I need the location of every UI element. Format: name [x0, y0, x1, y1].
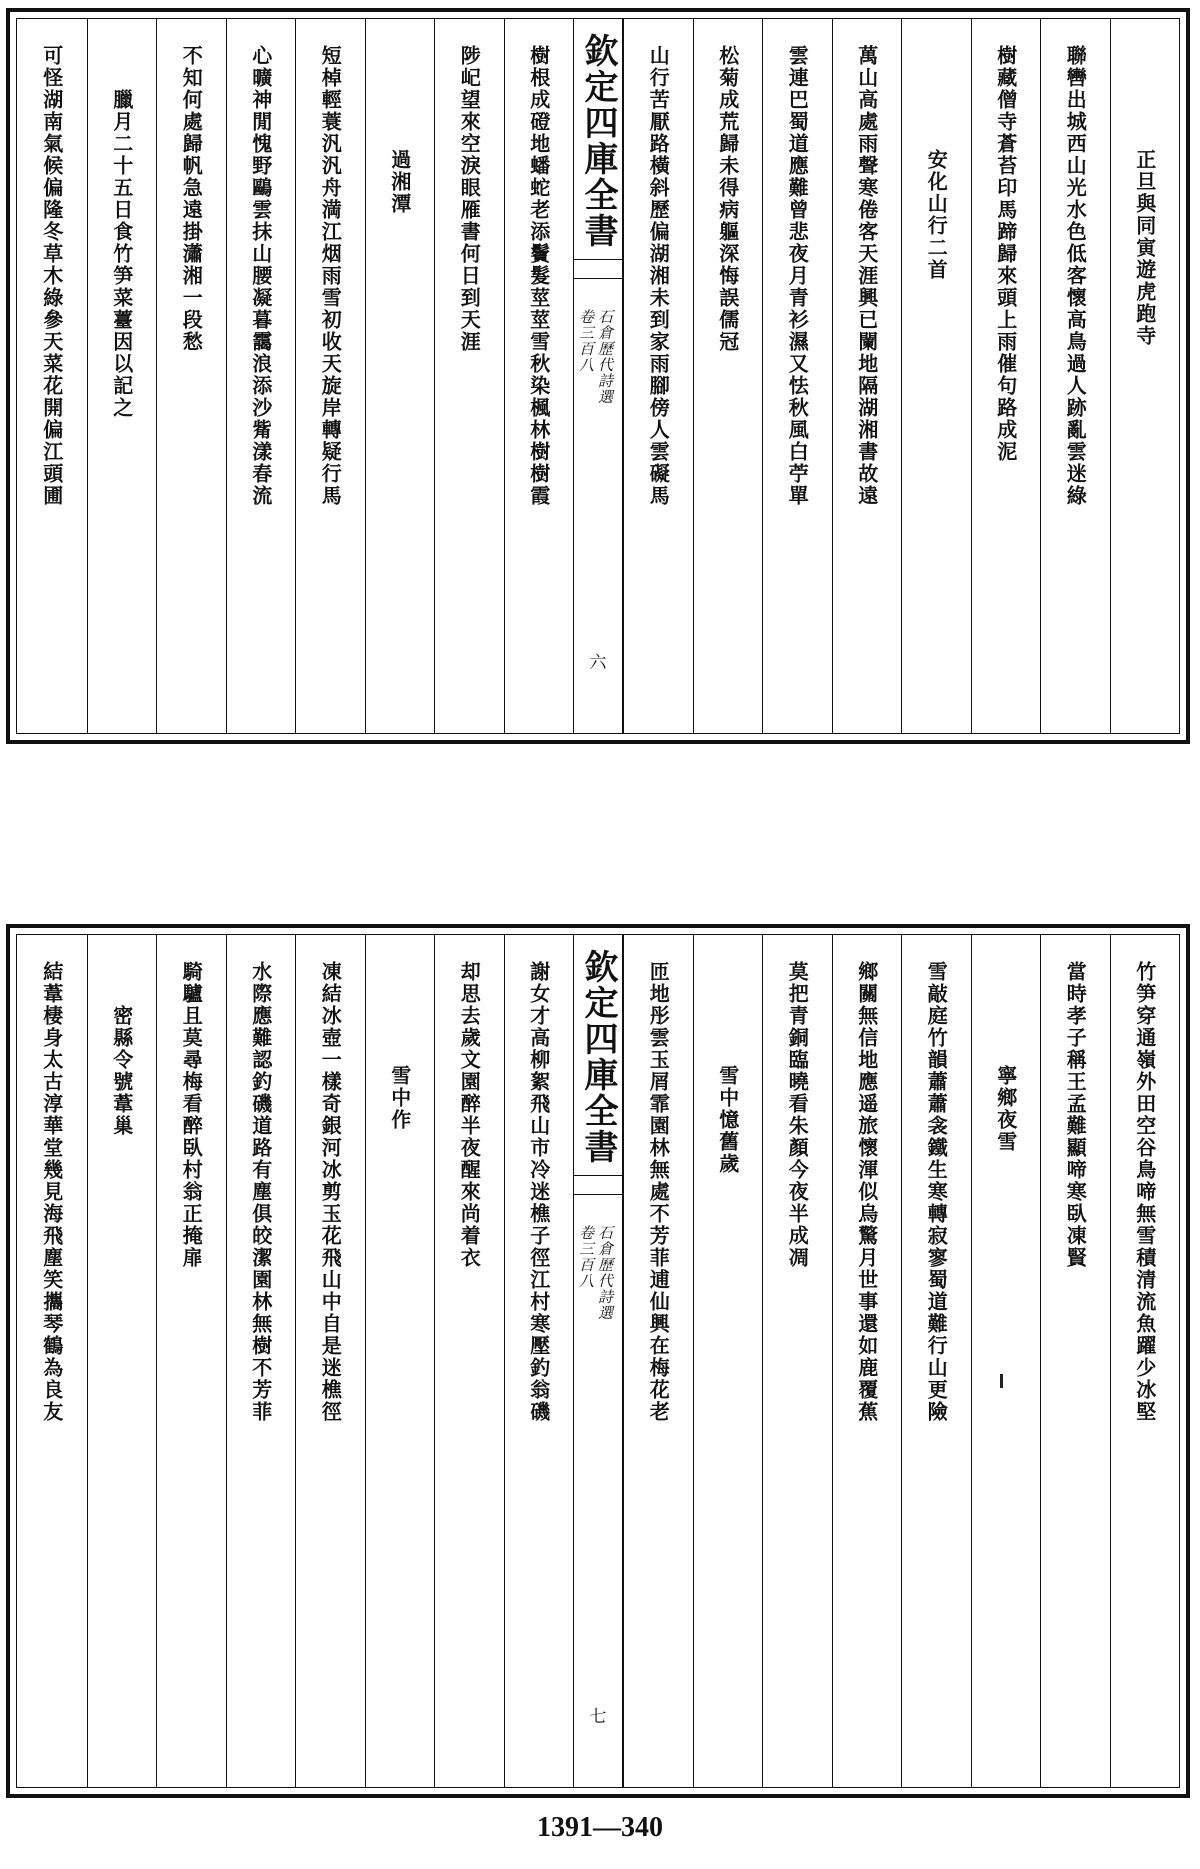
poem-title: 臘月二十五日食竹笋菜薹因以記之	[109, 89, 134, 419]
bottom-page-frame	[16, 934, 1180, 1788]
verse-line: 鄉關無信地應遥旅懷渾似烏驚月世事還如鹿覆蕉	[854, 961, 879, 1423]
text-column	[901, 935, 971, 1787]
stray-mark	[1000, 1374, 1003, 1388]
poem-title: 安化山行二首	[924, 149, 949, 281]
text-column	[17, 19, 87, 733]
banner-title: 欽定四庫全書	[578, 949, 618, 1165]
text-column	[434, 935, 504, 1787]
banner-title: 欽定四庫全書	[578, 33, 618, 249]
text-column	[504, 19, 574, 733]
text-column	[1110, 935, 1180, 1787]
text-column	[17, 935, 87, 1787]
verse-line: 水際應難認釣磯道路有塵俱皎潔園林無樹不芳菲	[248, 961, 273, 1423]
verse-line: 松菊成荒歸未得病軀深悔誤儒冠	[715, 45, 740, 353]
text-column	[295, 935, 365, 1787]
verse-line: 竹笋穿通嶺外田空谷鳥啼無雪積清流魚躍少冰堅	[1132, 961, 1157, 1423]
verse-line: 匝地彤雲玉屑霏園林無處不芳菲逋仙興在梅花老	[646, 961, 671, 1423]
text-column	[832, 935, 902, 1787]
text-column	[156, 19, 226, 733]
verse-line: 凍結冰壺一樣奇銀河冰剪玉花飛山中自是迷樵徑	[318, 961, 343, 1423]
text-column	[901, 19, 971, 733]
banner-source: 石倉歷代詩選	[596, 309, 614, 405]
text-column	[434, 19, 504, 733]
banner-divider	[574, 259, 622, 279]
text-column	[762, 935, 832, 1787]
text-column	[971, 19, 1041, 733]
text-column	[295, 19, 365, 733]
text-column	[1040, 935, 1110, 1787]
verse-line: 不知何處歸帆急遠掛瀟湘一段愁	[179, 45, 204, 353]
top-page	[6, 8, 1190, 744]
verse-line: 騎驢且莫尋梅看醉臥村翁正掩扉	[179, 961, 204, 1269]
text-column	[226, 19, 296, 733]
text-column	[504, 935, 574, 1787]
verse-line: 短棹輕蓑汎汎舟満江烟雨雪初收天旋岸轉疑行馬	[318, 45, 343, 507]
verse-line: 聯轡出城西山光水色低客懷高鳥過人跡亂雲迷綠	[1063, 45, 1088, 507]
text-column	[693, 935, 763, 1787]
banner-divider	[574, 1175, 622, 1195]
text-column	[365, 19, 435, 733]
poem-title: 正旦與同寅遊虎跑寺	[1132, 149, 1157, 347]
poem-title: 雪中憶舊歲	[715, 1065, 740, 1175]
page-footer-label: 1391—340	[537, 1812, 663, 1843]
verse-line: 萬山高處雨聲寒倦客天涯興已闌地隔湖湘書故遠	[854, 45, 879, 507]
text-column	[623, 935, 693, 1787]
bottom-page	[6, 924, 1190, 1798]
text-column	[762, 19, 832, 733]
verse-line: 雪敲庭竹韻蕭蕭衾鐵生寒轉寂寥蜀道難行山更險	[924, 961, 949, 1423]
verse-line: 可怪湖南氣候偏隆冬草木綠參天菜花開偏江頭圃	[39, 45, 64, 507]
poem-title: 雪中作	[387, 1065, 412, 1131]
center-banner	[573, 935, 623, 1787]
poem-title: 過湘潭	[387, 149, 412, 215]
text-column	[87, 19, 157, 733]
verse-line: 結葦棲身太古淳華堂幾見海飛塵笑攜琴鶴為良友	[39, 961, 64, 1423]
verse-line: 山行苦厭路橫斜歷偏湖湘未到家雨腳傍人雲礙馬	[646, 45, 671, 507]
text-column	[226, 935, 296, 1787]
verse-line: 樹藏僧寺蒼苔印馬蹄歸來頭上雨催句路成泥	[993, 45, 1018, 463]
banner-juan: 卷三百八	[577, 1225, 595, 1289]
poem-title: 密縣令號葦巢	[109, 1005, 134, 1137]
text-column	[156, 935, 226, 1787]
page-number: 七	[589, 1707, 607, 1727]
verse-line: 心曠神閒愧野鷗雲抹山腰凝暮靄浪添沙觜漾春流	[248, 45, 273, 507]
text-column	[623, 19, 693, 733]
text-column	[971, 935, 1041, 1787]
verse-line: 雲連巴蜀道應難曾悲夜月青衫濕又怯秋風白苧單	[785, 45, 810, 507]
verse-line: 當時孝子稱王孟難顯啼寒臥凍賢	[1063, 961, 1088, 1269]
top-page-frame	[16, 18, 1180, 734]
verse-line: 樹根成磴地蟠蛇老添鬢髮莖莖雪秋染楓林樹樹霞	[526, 45, 551, 507]
poem-title: 寧鄉夜雪	[993, 1065, 1018, 1153]
center-banner	[573, 19, 623, 733]
text-column	[832, 19, 902, 733]
text-column	[87, 935, 157, 1787]
verse-line: 却思去歲文園醉半夜醒來尚着衣	[457, 961, 482, 1269]
verse-line: 陟屺望來空淚眼雁書何日到天涯	[457, 45, 482, 353]
banner-source: 石倉歷代詩選	[596, 1225, 614, 1321]
text-column	[1110, 19, 1180, 733]
text-column	[365, 935, 435, 1787]
verse-line: 莫把青銅臨曉看朱顏今夜半成凋	[785, 961, 810, 1269]
banner-juan: 卷三百八	[577, 309, 595, 373]
page-number: 六	[589, 653, 607, 673]
text-column	[1040, 19, 1110, 733]
text-column	[693, 19, 763, 733]
verse-line: 謝女才高柳絮飛山市冷迷樵子徑江村寒壓釣翁磯	[526, 961, 551, 1423]
